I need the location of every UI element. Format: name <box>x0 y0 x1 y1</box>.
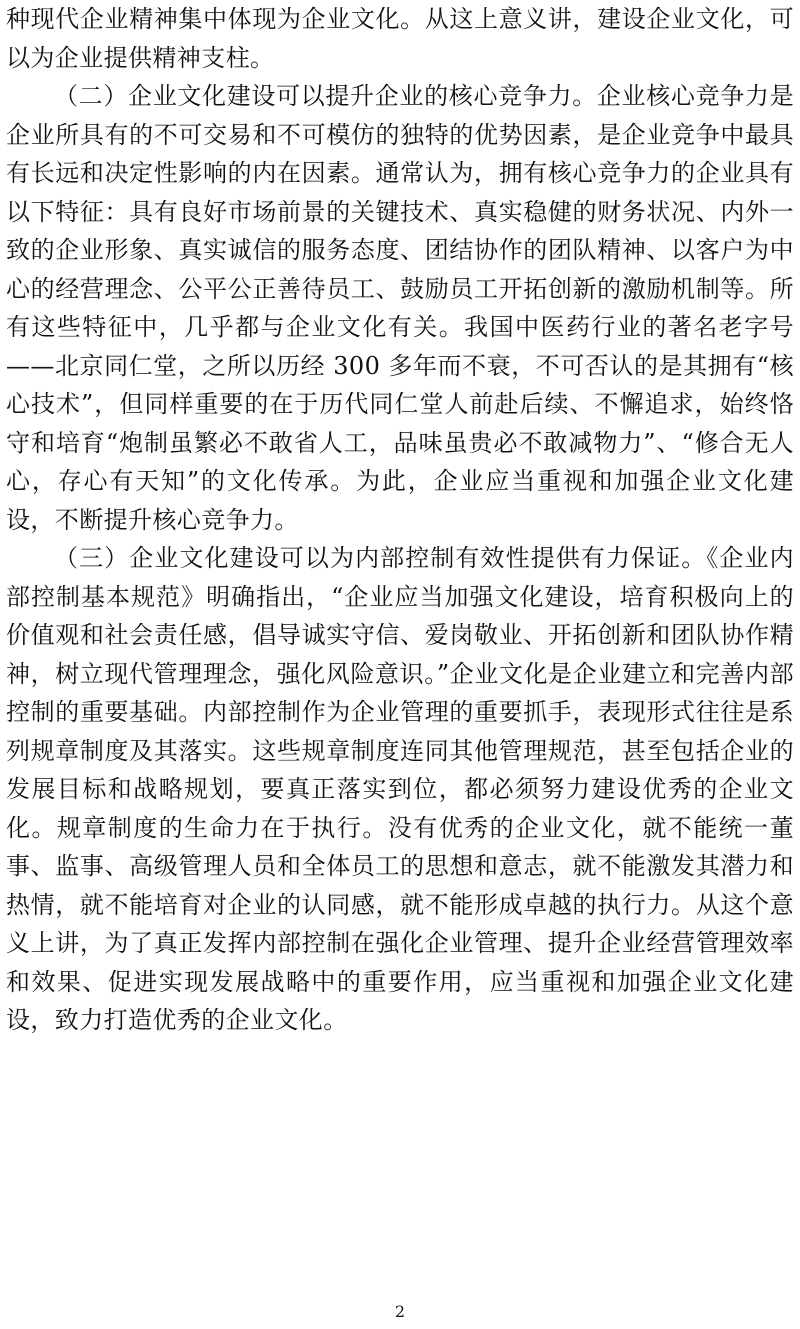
paragraph-continuation: 种现代企业精神集中体现为企业文化。从这上意义讲，建设企业文化，可以为企业提供精神支柱。 <box>6 5 794 72</box>
paragraph-section-three: （三）企业文化建设可以为内部控制有效性提供有力保证。《企业内部控制基本规范》明确指出，“企业应当加强文化建设，培育积极向上的价值观和社会责任感，倡导诚实守信、爱岗敬业、开拓创新和团队协作精神，树立现代管理理念，强化风险意识。”企业文化是企业建立和完善内部控制的重要基础。内部控制作为企业管理的重要抓手，表现形式往往是系列规章制度及其落实。这些规章制度连同其他管理规范，甚至包括企业的发展目标和战略规划，要真正落实到位，都必须努力建设优秀的企业文化。规章制度的生命力在于执行。没有优秀的企业文化，就不能统一董事、监事、高级管理人员和全体员工的思想和意志，就不能激发其潜力和热情，就不能培育对企业的认同感，就不能形成卓越的执行力。从这个意义上讲，为了真正发挥内部控制在强化企业管理、提升企业经营管理效率和效果、促进实现发展战略中的重要作用，应当重视和加强企业文化建设，致力打造优秀的企业文化。 <box>6 544 794 1034</box>
paragraph-section-two: （二）企业文化建设可以提升企业的核心竞争力。企业核心竞争力是企业所具有的不可交易和不可模仿的独特的优势因素，是企业竞争中最具有长远和决定性影响的内在因素。通常认为，拥有核心竞争力的企业具有以下特征：具有良好市场前景的关键技术、真实稳健的财务状况、内外一致的企业形象、真实诚信的服务态度、团结协作的团队精神、以客户为中心的经营理念、公平公正善待员工、鼓励员工开拓创新的激励机制等。所有这些特征中，几乎都与企业文化有关。我国中医药行业的著名老字号——北京同仁堂，之所以历经 300 多年而不衰，不可否认的是其拥有“核心技术”，但同样重要的在于历代同仁堂人前赴后续、不懈追求，始终恪守和培育“炮制虽繁必不敢省人工，品味虽贵必不敢减物力”、“修合无人心，存心有天知”的文化传承。为此，企业应当重视和加强企业文化建设，不断提升核心竞争力。 <box>6 82 794 534</box>
document-page <box>6 0 794 1329</box>
page-number: 2 <box>394 1302 406 1321</box>
